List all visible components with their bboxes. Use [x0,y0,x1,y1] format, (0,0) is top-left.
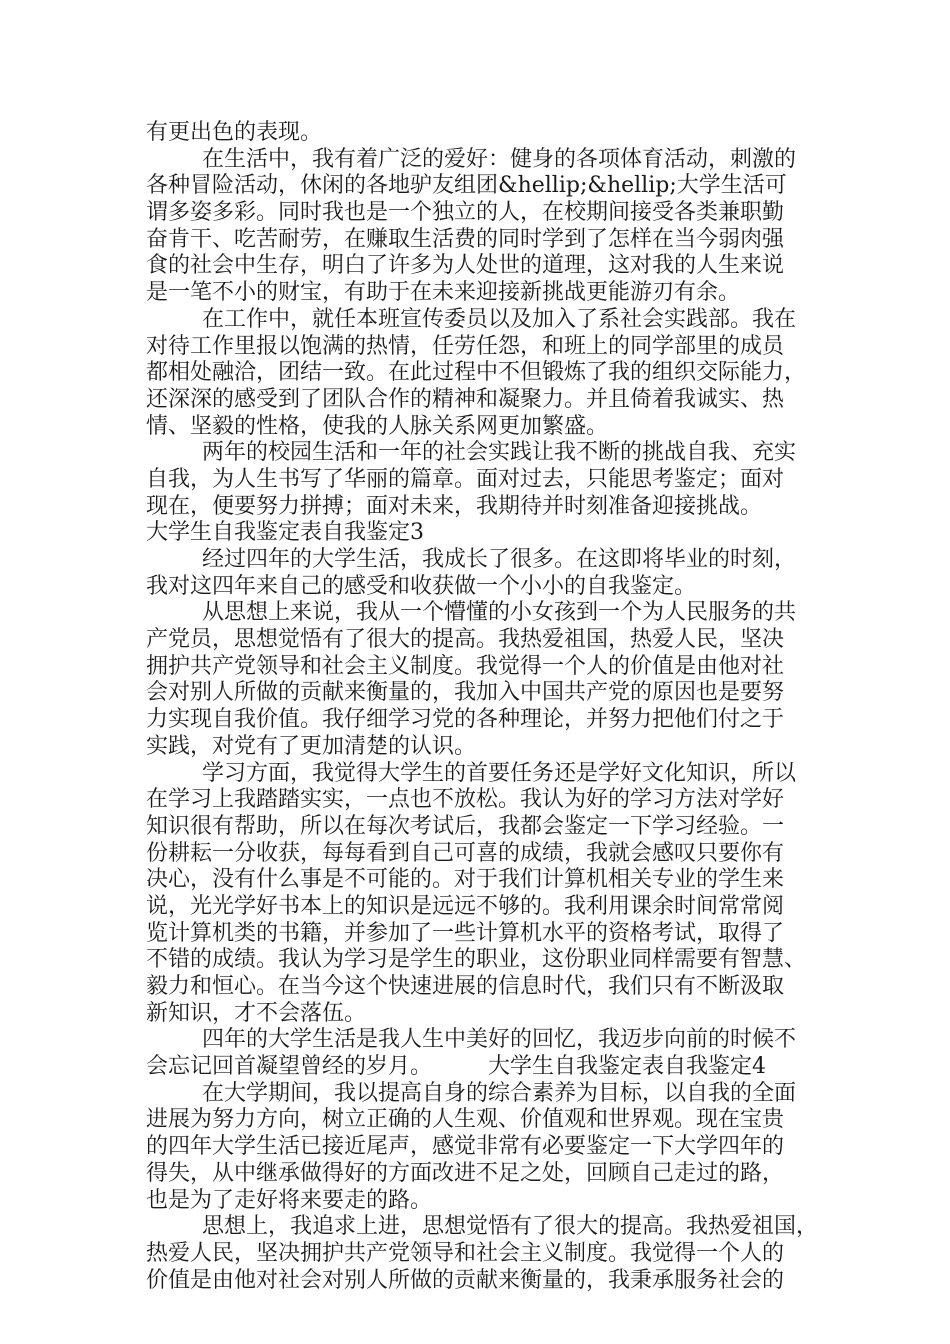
text-line: 食的社会中生存，明白了许多为人处世的道理，这对我的人生来说 [146,253,785,279]
text-line: 会对别人所做的贡献来衡量的，我加入中国共产党的原因也是要努 [146,680,785,706]
text-line: 得失，从中继承做得好的方面改进不足之处，回顾自己走过的路， [146,1160,785,1186]
text-line: 各种冒险活动，休闲的各地驴友组团&hellip;&hellip;大学生活可 [146,173,787,199]
text-line: 谓多姿多彩。同时我也是一个独立的人，在校期间接受各类兼职勤 [146,200,785,226]
text-line: 会忘记回首凝望曾经的岁月。 大学生自我鉴定表自我鉴定4 [146,1054,766,1080]
section-heading: 大学生自我鉴定表自我鉴定3 [146,520,424,546]
text-line: 进展为努力方向，树立正确的人生观、价值观和世界观。现在宝贵 [146,1107,785,1133]
text-line: 热爱人民，坚决拥护共产党领导和社会主义制度。我觉得一个人的 [146,1240,785,1266]
text-line: 情、坚毅的性格，使我的人脉关系网更加繁盛。 [146,413,609,439]
text-line: 学习方面，我觉得大学生的首要任务还是学好文化知识，所以 [146,760,796,786]
text-line: 决心，没有什么事是不可能的。对于我们计算机相关专业的学生来 [146,867,785,893]
text-line: 览计算机类的书籍，并参加了一些计算机水平的资格考试，取得了 [146,920,785,946]
text-line: 现在，便要努力拼搏；面对未来，我期待并时刻准备迎接挑战。 [146,493,763,519]
text-line: 不错的成绩。我认为学习是学生的职业，这份职业同样需要有智慧、 [146,947,807,973]
text-line: 拥护共产党领导和社会主义制度。我觉得一个人的价值是由他对社 [146,653,785,679]
text-line: 价值是由他对社会对别人所做的贡献来衡量的，我秉承服务社会的 [146,1267,785,1293]
text-line: 知识很有帮助，所以在每次考试后，我都会鉴定一下学习经验。一 [146,813,785,839]
text-line: 实践，对党有了更加清楚的认识。 [146,733,477,759]
text-line: 都相处融洽，团结一致。在此过程中不但锻炼了我的组织交际能力， [146,360,807,386]
text-line: 份耕耘一分收获，每每看到自己可喜的成绩，我就会感叹只要你有 [146,840,785,866]
text-line: 对待工作里报以饱满的热情，任劳任怨，和班上的同学部里的成员 [146,333,785,359]
text-line: 自我，为人生书写了华丽的篇章。面对过去，只能思考鉴定；面对 [146,466,785,492]
text-line: 在生活中，我有着广泛的爱好：健身的各项体育活动，刺激的 [146,146,796,172]
text-line: 说，光光学好书本上的知识是远远不够的。我利用课余时间常常阅 [146,893,785,919]
text-line: 新知识，才不会落伍。 [146,1000,367,1026]
text-line: 两年的校园生活和一年的社会实践让我不断的挑战自我、充实 [146,440,796,466]
text-line: 从思想上来说，我从一个懵懂的小女孩到一个为人民服务的共 [146,600,796,626]
text-line: 也是为了走好将来要走的路。 [146,1187,433,1213]
text-line: 毅力和恒心。在当今这个快速进展的信息时代，我们只有不断汲取 [146,974,785,999]
text-line: 我对这四年来自己的感受和收获做一个小小的自我鉴定。 [146,573,697,599]
text-line: 在工作中，就任本班宣传委员以及加入了系社会实践部。我在 [146,306,796,332]
text-line: 力实现自我价值。我仔细学习党的各种理论，并努力把他们付之于 [146,707,785,733]
text-line: 四年的大学生活是我人生中美好的回忆，我迈步向前的时候不 [146,1027,796,1053]
text-line: 还深深的感受到了团队合作的精神和凝聚力。并且倚着我诚实、热 [146,386,785,412]
text-line: 思想上，我追求上进，思想觉悟有了很大的提高。我热爱祖国， [146,1214,818,1240]
document-body-text [146,120,818,1294]
text-line: 是一笔不小的财宝，有助于在未来迎接新挑战更能游刃有余。 [146,280,741,306]
text-line: 的四年大学生活已接近尾声，感觉非常有必要鉴定一下大学四年的 [146,1134,785,1160]
text-line: 有更出色的表现。 [146,120,323,145]
text-line: 在学习上我踏踏实实，一点也不放松。我认为好的学习方法对学好 [146,787,785,813]
text-line: 经过四年的大学生活，我成长了很多。在这即将毕业的时刻， [146,547,796,572]
text-line: 在大学期间，我以提高自身的综合素养为目标，以自我的全面 [146,1080,796,1106]
text-line: 奋肯干、吃苦耐劳，在赚取生活费的同时学到了怎样在当今弱肉强 [146,226,785,252]
text-line: 产党员，思想觉悟有了很大的提高。我热爱祖国，热爱人民，坚决 [146,627,785,653]
